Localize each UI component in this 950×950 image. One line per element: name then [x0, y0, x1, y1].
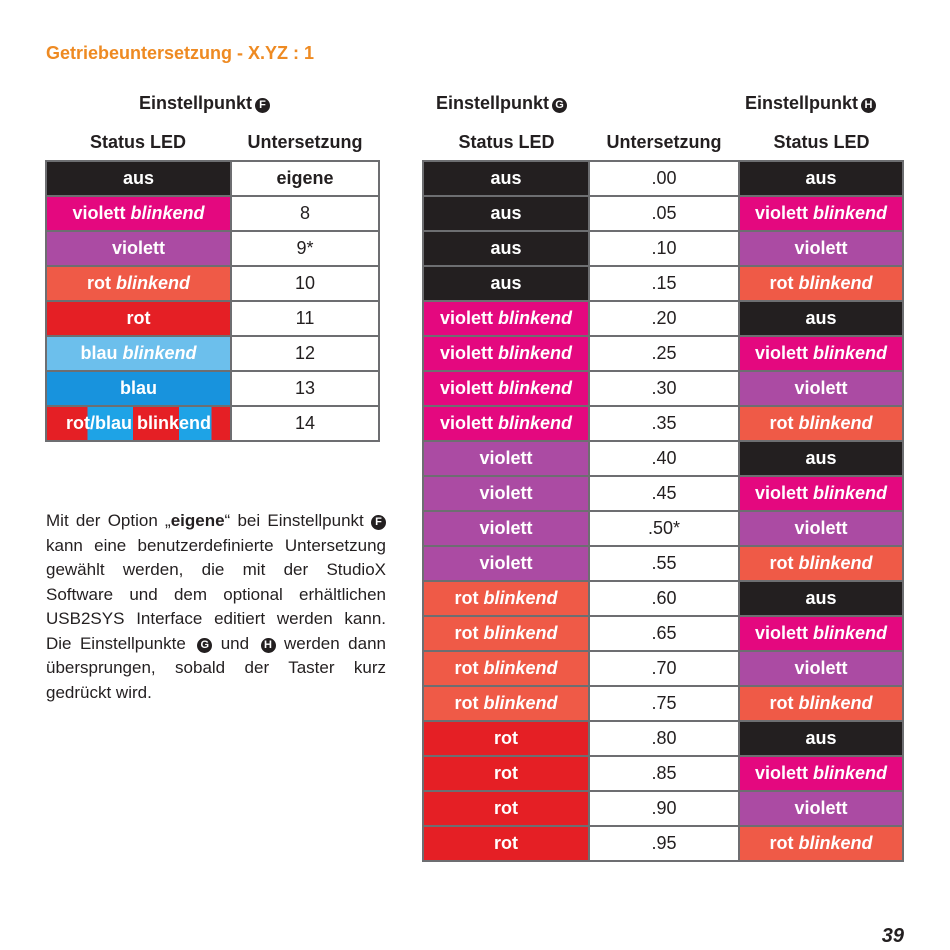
circle-h-icon: H	[861, 98, 876, 113]
status-led-h-cell	[738, 827, 904, 862]
left-col-ratio-header: Untersetzung	[247, 132, 363, 152]
status-label: violett	[794, 658, 848, 678]
status-led-g-cell	[422, 687, 588, 722]
status-led-cell	[45, 302, 230, 337]
ratio-cell: .05	[588, 197, 738, 232]
ratio-cell: 10	[230, 267, 380, 302]
status-label: violett	[479, 553, 533, 573]
setpoint-f-label: Einstellpunkt	[139, 93, 253, 113]
left-ratio-table	[45, 160, 380, 442]
table-row	[422, 617, 904, 652]
status-label: aus	[490, 238, 522, 258]
status-led-cell	[45, 197, 230, 232]
status-led-cell	[45, 372, 230, 407]
status-led-g-cell	[422, 827, 588, 862]
status-label: violett	[439, 378, 493, 398]
status-label: violett	[794, 378, 848, 398]
status-blinkend: blinkend	[498, 308, 573, 328]
ratio-cell: 8	[230, 197, 380, 232]
para-circle-h-icon: H	[261, 638, 276, 653]
status-led-h-cell	[738, 687, 904, 722]
status-label: aus	[805, 168, 837, 188]
status-label: aus	[805, 308, 837, 328]
right-col-ratio-header: Untersetzung	[606, 132, 722, 152]
table-row	[422, 232, 904, 267]
ratio-cell: 11	[230, 302, 380, 337]
status-blinkend: blinkend	[483, 588, 558, 608]
table-row	[422, 687, 904, 722]
status-led-g-cell	[422, 792, 588, 827]
table-row	[45, 197, 380, 232]
status-blinkend: blinkend	[798, 693, 873, 713]
status-led-g-cell	[422, 232, 588, 267]
status-label: rot	[769, 693, 794, 713]
status-blinkend: blinkend	[498, 378, 573, 398]
status-blinkend: blinkend	[483, 693, 558, 713]
ratio-cell: .40	[588, 442, 738, 477]
para-bold-eigene: eigene	[170, 511, 225, 530]
status-blinkend: blinkend	[813, 483, 888, 503]
ratio-cell: .90	[588, 792, 738, 827]
table-row	[45, 372, 380, 407]
para-circle-f-icon: F	[371, 515, 386, 530]
status-led-h-cell	[738, 617, 904, 652]
status-label: violett	[794, 238, 848, 258]
ratio-cell: .50*	[588, 512, 738, 547]
table-row	[45, 162, 380, 197]
status-led-g-cell	[422, 302, 588, 337]
ratio-cell: .45	[588, 477, 738, 512]
status-led-g-cell	[422, 197, 588, 232]
table-row	[45, 337, 380, 372]
table-row	[45, 302, 380, 337]
ratio-cell: .85	[588, 757, 738, 792]
status-label: violett	[754, 483, 808, 503]
table-row	[422, 652, 904, 687]
status-label: rot	[494, 728, 518, 748]
para-text-1: Mit der Option „	[46, 511, 171, 530]
setpoint-h-title	[745, 93, 876, 114]
status-label: violett	[479, 448, 533, 468]
ratio-cell: eigene	[230, 162, 380, 197]
status-blinkend: blinkend	[498, 413, 573, 433]
right-col-status-h-header: Status LED	[773, 132, 870, 152]
table-row	[45, 232, 380, 267]
table-row	[422, 442, 904, 477]
status-label: violett	[794, 798, 848, 818]
status-led-cell	[45, 162, 230, 197]
status-blinkend: blinkend	[122, 343, 197, 363]
status-label: rot	[126, 308, 151, 328]
status-label: violett	[479, 483, 533, 503]
ratio-cell: .60	[588, 582, 738, 617]
status-led-h-cell	[738, 792, 904, 827]
status-label: rot	[454, 623, 479, 643]
table-row	[422, 547, 904, 582]
ratio-cell: .75	[588, 687, 738, 722]
status-label: rot	[494, 833, 518, 853]
status-label: blau	[80, 343, 118, 363]
status-label: violett	[479, 518, 533, 538]
status-blinkend: blinkend	[798, 273, 873, 293]
status-led-h-cell	[738, 477, 904, 512]
ratio-cell: .00	[588, 162, 738, 197]
ratio-cell: 14	[230, 407, 380, 442]
status-led-g-cell	[422, 652, 588, 687]
setpoint-g-label: Einstellpunkt	[436, 93, 550, 113]
status-label: violett	[794, 518, 848, 538]
status-label: aus	[490, 203, 522, 223]
table-row	[422, 757, 904, 792]
table-row	[422, 372, 904, 407]
status-blinkend: blinkend	[813, 763, 888, 783]
ratio-cell: 12	[230, 337, 380, 372]
status-label: violett	[754, 343, 808, 363]
status-label: rot	[494, 798, 518, 818]
status-blinkend: blinkend	[813, 203, 888, 223]
status-label: rot	[454, 658, 479, 678]
table-row	[422, 827, 904, 862]
status-led-g-cell	[422, 582, 588, 617]
status-led-g-cell	[422, 757, 588, 792]
ratio-cell: .15	[588, 267, 738, 302]
status-led-g-cell	[422, 722, 588, 757]
ratio-cell: 9*	[230, 232, 380, 267]
ratio-cell: .65	[588, 617, 738, 652]
status-blinkend: blinkend	[483, 658, 558, 678]
section-heading: Getriebeuntersetzung - X.YZ : 1	[46, 43, 315, 63]
status-label: rot	[86, 273, 111, 293]
status-label: rot	[769, 833, 794, 853]
status-led-h-cell	[738, 582, 904, 617]
status-led-g-cell	[422, 267, 588, 302]
para-text-2: “ bei Einstellpunkt	[224, 511, 364, 530]
status-label: blau	[119, 378, 157, 398]
status-led-h-cell	[738, 652, 904, 687]
ratio-cell: .20	[588, 302, 738, 337]
description-paragraph	[46, 509, 386, 705]
status-led-cell	[45, 232, 230, 267]
status-label: aus	[805, 728, 837, 748]
table-row	[422, 302, 904, 337]
status-label: violett	[439, 343, 493, 363]
ratio-cell: .80	[588, 722, 738, 757]
para-circle-g-icon: G	[197, 638, 212, 653]
status-led-h-cell	[738, 232, 904, 267]
right-ratio-table	[422, 160, 904, 862]
para-text-5: werden dann übersprungen, sobald der Taster kurz gedrückt wird.	[46, 633, 386, 702]
status-label: rot	[769, 553, 794, 573]
right-col-status-g-header: Status LED	[458, 132, 555, 152]
ratio-cell: .30	[588, 372, 738, 407]
status-blinkend: blinkend	[813, 343, 888, 363]
table-row	[422, 162, 904, 197]
status-blinkend: blinkend	[130, 203, 205, 223]
status-label: violett	[111, 238, 165, 258]
status-blinkend: blinkend	[498, 343, 573, 363]
ratio-cell: .10	[588, 232, 738, 267]
status-blinkend: blinkend	[813, 623, 888, 643]
status-led-cell	[45, 267, 230, 302]
status-led-g-cell	[422, 442, 588, 477]
status-led-h-cell	[738, 267, 904, 302]
para-text-4: und	[212, 633, 250, 653]
status-led-h-cell	[738, 372, 904, 407]
status-led-h-cell	[738, 197, 904, 232]
status-led-h-cell	[738, 407, 904, 442]
table-row	[422, 197, 904, 232]
table-row	[422, 582, 904, 617]
page-number: 39	[881, 925, 904, 947]
status-label: rot	[769, 273, 794, 293]
ratio-cell: .25	[588, 337, 738, 372]
ratio-cell: .70	[588, 652, 738, 687]
status-label: rot	[454, 588, 479, 608]
status-label: violett	[439, 413, 493, 433]
circle-g-icon: G	[552, 98, 567, 113]
status-led-h-cell	[738, 337, 904, 372]
table-row	[45, 267, 380, 302]
status-led-h-cell	[738, 442, 904, 477]
status-led-g-cell	[422, 547, 588, 582]
table-row	[422, 477, 904, 512]
status-label: violett	[754, 623, 808, 643]
status-led-h-cell	[738, 757, 904, 792]
table-row	[422, 512, 904, 547]
status-label: aus	[805, 588, 837, 608]
status-blinkend: blinkend	[798, 413, 873, 433]
setpoint-g-title	[436, 93, 567, 114]
left-col-status-header: Status LED	[89, 132, 186, 152]
table-row	[422, 337, 904, 372]
status-led-g-cell	[422, 617, 588, 652]
status-led-cell	[45, 407, 230, 442]
status-label: rot	[454, 693, 479, 713]
table-row	[422, 267, 904, 302]
ratio-cell: 13	[230, 372, 380, 407]
circle-f-icon: F	[255, 98, 270, 113]
status-label: violett	[754, 763, 808, 783]
table-row	[422, 792, 904, 827]
setpoint-h-label: Einstellpunkt	[745, 93, 859, 113]
status-label: rot/blau blinkend	[65, 413, 211, 433]
table-row	[45, 407, 380, 442]
table-row	[422, 407, 904, 442]
status-label: aus	[490, 273, 522, 293]
status-label: violett	[72, 203, 126, 223]
status-led-cell	[45, 337, 230, 372]
status-led-g-cell	[422, 372, 588, 407]
ratio-cell: .95	[588, 827, 738, 862]
status-led-g-cell	[422, 337, 588, 372]
status-label: violett	[754, 203, 808, 223]
status-label: rot	[494, 763, 518, 783]
para-text-3: kann eine benutzerdefinierte Untersetzung gewählt werden, die mit der StudioX Software und dem optional erhältlichen USB2SYS Interface editiert werden kann. Die Einstellpunkte	[46, 535, 386, 653]
status-label: aus	[122, 168, 155, 188]
status-blinkend: blinkend	[798, 553, 873, 573]
status-blinkend: blinkend	[483, 623, 558, 643]
ratio-cell: .55	[588, 547, 738, 582]
status-led-h-cell	[738, 162, 904, 197]
ratio-cell: .35	[588, 407, 738, 442]
status-label: violett	[439, 308, 493, 328]
status-led-h-cell	[738, 512, 904, 547]
status-label: aus	[490, 168, 522, 188]
status-led-g-cell	[422, 407, 588, 442]
status-led-g-cell	[422, 162, 588, 197]
status-blinkend: blinkend	[798, 833, 873, 853]
status-blinkend: blinkend	[116, 273, 191, 293]
status-led-h-cell	[738, 302, 904, 337]
status-label: rot	[769, 413, 794, 433]
status-led-g-cell	[422, 512, 588, 547]
status-led-g-cell	[422, 477, 588, 512]
status-led-h-cell	[738, 722, 904, 757]
table-row	[422, 722, 904, 757]
status-label: aus	[805, 448, 837, 468]
status-led-h-cell	[738, 547, 904, 582]
setpoint-f-title	[139, 93, 270, 114]
